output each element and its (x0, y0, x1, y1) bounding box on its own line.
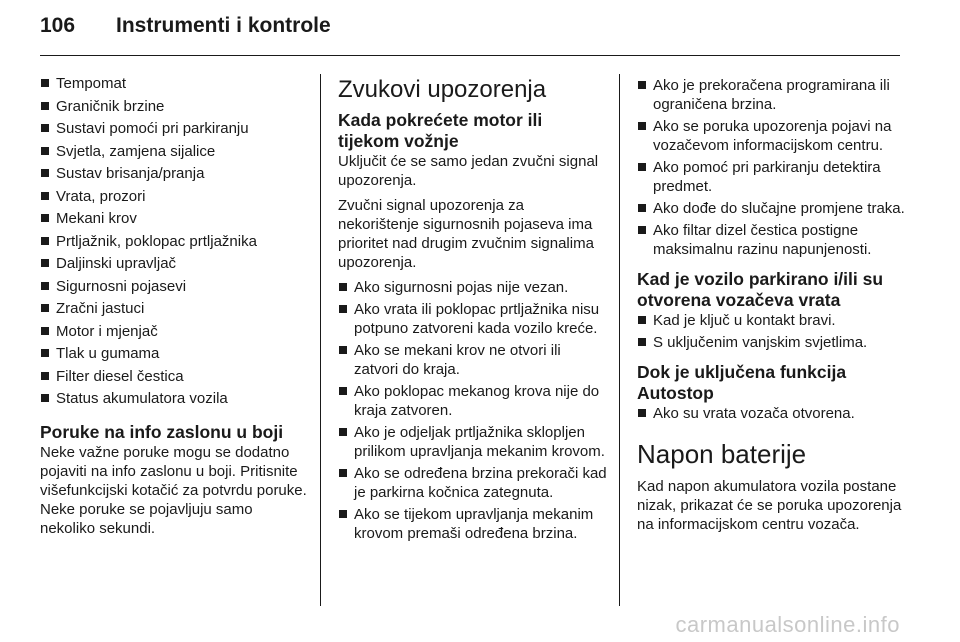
bullet-marker (41, 304, 49, 312)
list-item (40, 344, 308, 363)
list-item-text: Ako se određena brzina prekorači kad je parkirna kočnica zategnuta. (354, 465, 607, 501)
section-heading: Poruke na info zaslonu u boji (40, 422, 284, 442)
list-item (338, 423, 608, 461)
list-item-text: Svjetla, zamjena sijalice (56, 142, 216, 160)
bullet-marker (41, 147, 49, 155)
bullet-marker (41, 372, 49, 380)
list-item-text: Tempomat (56, 75, 127, 92)
bullet-marker (638, 163, 646, 171)
list-item-text: Prtljažnik, poklopac prtljažnika (56, 232, 257, 250)
warning-list-continued (637, 76, 907, 259)
paragraph: Uključit će se samo jedan zvučni signal upozorenja. (338, 153, 599, 189)
list-item-text: Sustavi pomoći pri parkiranju (56, 120, 249, 137)
list-item (637, 76, 907, 114)
list-item (338, 382, 608, 420)
list-item-text: Sustav brisanja/pranja (56, 165, 205, 182)
bullet-marker (41, 282, 49, 290)
bullet-marker (638, 81, 646, 89)
list-item (40, 119, 308, 138)
bullet-marker (638, 338, 646, 346)
column-divider (619, 74, 620, 606)
list-item-text: Kad je ključ u kontakt bravi. (653, 312, 836, 329)
bullet-marker (41, 192, 49, 200)
list-item (40, 254, 308, 273)
list-item (637, 158, 907, 196)
header-rule (40, 55, 900, 56)
chapter-title: Instrumenti i kontrole (116, 14, 331, 37)
list-item (40, 277, 308, 296)
list-item-text: Ako pomoć pri parkiranju detektira predmet. (653, 159, 881, 195)
list-item (637, 221, 907, 259)
subsection-heading: Dok je uključena funkcija Autostop (637, 362, 847, 403)
bullet-marker (339, 428, 347, 436)
section-paragraph: Neke važne poruke mogu se dodatno pojaviti na info zaslonu u boji. Pritisnite višefunkcijski kotačić za potvrdu poruke. Neke poruke se pojavljuju samo nekoliko sekundi. (40, 444, 307, 537)
bullet-marker (339, 510, 347, 518)
list-item-text: Ako sigurnosni pojas nije vezan. (354, 279, 569, 296)
bullet-marker (41, 169, 49, 177)
list-item-text: Ako filtar dizel čestica postigne maksimalnu razinu napunjenosti. (653, 222, 872, 258)
paragraph: Kad napon akumulatora vozila postane nizak, prikazat će se poruka upozorenja na informacijskom centru vozača. (637, 478, 902, 533)
page-number: 106 (40, 14, 76, 37)
list-item-text: Ako dođe do slučajne promjene traka. (653, 200, 905, 217)
list-item-text: Ako vrata ili poklopac prtljažnika nisu potpuno zatvoreni kada vozilo kreće. (354, 301, 600, 337)
list-item (40, 299, 308, 318)
list-item (40, 142, 308, 161)
watermark: carmanualsonline.info (675, 612, 900, 637)
list-item (338, 278, 608, 297)
list-item (338, 300, 608, 338)
bullet-marker (41, 394, 49, 402)
list-item-text: Sigurnosni pojasevi (56, 277, 187, 295)
list-item-text: Mekani krov (56, 210, 137, 227)
bullet-marker (41, 259, 49, 267)
bullet-marker (41, 237, 49, 245)
list-item (637, 404, 907, 423)
bullet-marker (41, 79, 49, 87)
column-3 (637, 76, 907, 540)
list-item-text: Ako se mekani krov ne otvori ili zatvori do kraja. (354, 342, 561, 378)
bullet-marker (41, 327, 49, 335)
subsection-heading: Kad je vozilo parkirano i/ili su otvorena vozačeva vrata (637, 269, 884, 310)
list-item (40, 322, 308, 341)
list-item (40, 97, 308, 116)
list-item (338, 341, 608, 379)
column-1 (40, 74, 308, 544)
warning-list (338, 278, 608, 543)
bullet-marker (339, 305, 347, 313)
list-item (637, 311, 907, 330)
list-item (40, 232, 308, 251)
bullet-marker (41, 124, 49, 132)
list-item-text: Zračni jastuci (56, 300, 145, 317)
list-item-text: Filter diesel čestica (56, 367, 184, 385)
bullet-marker (638, 122, 646, 130)
paragraph: Zvučni signal upozorenja za nekorištenje sigurnosnih pojaseva ima prioritet nad drugim zvučnim signalima upozorenja. (338, 197, 594, 271)
list-item-text: Ako se poruka upozorenja pojavi na vozačevom informacijskom centru. (653, 118, 892, 154)
bullet-marker (41, 349, 49, 357)
list-item (40, 74, 308, 93)
list-item (338, 505, 608, 543)
list-item (338, 464, 608, 502)
column-2 (338, 76, 608, 546)
bullet-marker (339, 283, 347, 291)
list-item (40, 164, 308, 183)
list-item-text: Motor i mjenjač (56, 322, 158, 340)
list-item-text: Daljinski upravljač (56, 255, 177, 272)
list-item-text: Graničnik brzine (56, 97, 165, 115)
list-item-text: Vrata, prozori (56, 187, 146, 205)
list-item-text: Ako poklopac mekanog krova nije do kraja zatvoren. (354, 383, 600, 419)
bullet-marker (638, 316, 646, 324)
section-title: Napon baterije (637, 439, 807, 469)
list-item-text: Tlak u gumama (56, 345, 160, 362)
list-item-text: S uključenim vanjskim svjetlima. (653, 334, 868, 351)
section-title: Zvukovi upozorenja (338, 76, 547, 103)
topic-list (40, 74, 308, 408)
list-item-text: Ako je prekoračena programirana ili ograničena brzina. (653, 77, 890, 113)
bullet-marker (638, 409, 646, 417)
list-item (40, 389, 308, 408)
list-item (637, 117, 907, 155)
parked-list (637, 311, 907, 352)
list-item-text: Ako se tijekom upravljanja mekanim krovom premaši određena brzina. (354, 506, 594, 542)
bullet-marker (41, 102, 49, 110)
bullet-marker (638, 204, 646, 212)
column-divider (320, 74, 321, 606)
list-item-text: Ako su vrata vozača otvorena. (653, 405, 855, 422)
list-item-text: Status akumulatora vozila (56, 390, 228, 407)
list-item (40, 367, 308, 386)
list-item (637, 199, 907, 218)
list-item (40, 209, 308, 228)
list-item (40, 187, 308, 206)
autostop-list (637, 404, 907, 423)
bullet-marker (638, 226, 646, 234)
bullet-marker (41, 214, 49, 222)
bullet-marker (339, 346, 347, 354)
bullet-marker (339, 469, 347, 477)
bullet-marker (339, 387, 347, 395)
list-item (637, 333, 907, 352)
subsection-heading: Kada pokrećete motor ili tijekom vožnje (338, 110, 543, 151)
list-item-text: Ako je odjeljak prtljažnika sklopljen prilikom upravljanja mekanim krovom. (354, 424, 605, 460)
